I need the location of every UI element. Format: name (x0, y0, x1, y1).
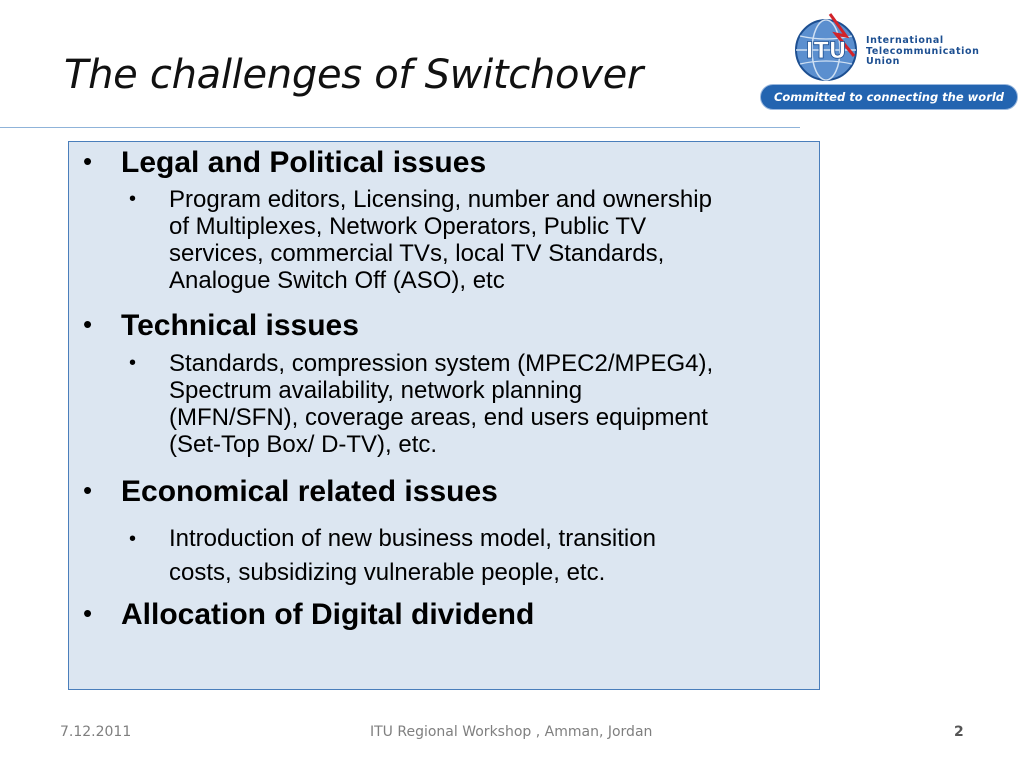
title-divider (0, 127, 800, 128)
detail-text: Introduction of new business model, transition costs, subsidizing vulnerable people, etc. (169, 525, 656, 586)
footer-date: 7.12.2011 (60, 724, 132, 740)
itu-logo (760, 4, 1022, 112)
bullet-dot-icon: • (129, 528, 137, 550)
itu-globe-icon (790, 12, 862, 84)
bullet-dot-icon: • (83, 598, 93, 628)
bullet-dot-icon: • (83, 146, 93, 176)
slide-title: The challenges of Switchover (64, 52, 644, 98)
detail-text: Standards, compression system (MPEC2/MPEG4), Spectrum availability, network planning (MFN/SFN), coverage areas, end users equipment (Set-Top Box/ D-TV), etc. (169, 350, 714, 458)
heading-text: Allocation of Digital dividend (121, 598, 535, 631)
itu-name-line: Union (866, 56, 901, 67)
content-box (68, 141, 820, 690)
itu-name (866, 36, 979, 68)
bullet-dot-icon: • (83, 309, 93, 339)
heading-text: Economical related issues (121, 475, 498, 508)
bullet-dot-icon: • (129, 188, 137, 210)
heading-text: Legal and Political issues (121, 146, 487, 179)
footer-page-number: 2 (954, 724, 964, 740)
footer-event: ITU Regional Workshop , Amman, Jordan (370, 724, 653, 740)
itu-name-line: Telecommunication (866, 45, 980, 57)
itu-tagline: Committed to connecting the world (760, 84, 1018, 110)
itu-globe-text: ITU (805, 39, 847, 64)
bullet-dot-icon: • (83, 475, 93, 505)
detail-text: Program editors, Licensing, number and ownership of Multiplexes, Network Operators, Public TV services, commercial TVs, local TV Standards, Analogue Switch Off (ASO), etc (169, 186, 712, 294)
itu-name-line: International (866, 35, 944, 46)
bullet-dot-icon: • (129, 352, 137, 374)
heading-text: Technical issues (121, 309, 359, 342)
